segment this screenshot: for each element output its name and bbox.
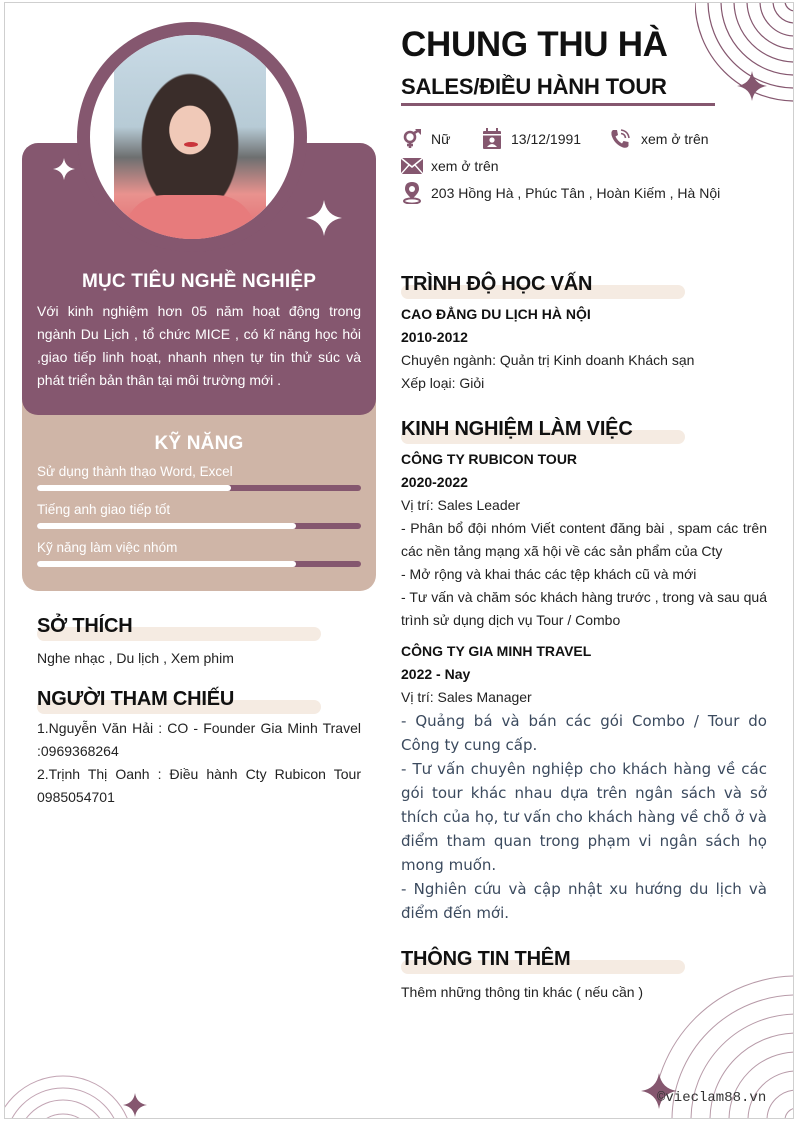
job-duties	[401, 709, 767, 925]
contact-email	[401, 155, 499, 177]
experience-heading	[401, 418, 767, 444]
job-position: Vị trí: Sales Leader	[401, 497, 521, 513]
hobbies-text: Nghe nhạc , Du lịch , Xem phim	[37, 650, 234, 666]
skill-bar-fill	[37, 485, 231, 491]
extra-section	[401, 948, 767, 1004]
skills-section	[37, 433, 361, 567]
contact-phone	[609, 128, 709, 150]
profile-photo	[114, 35, 266, 239]
objective-title: MỤC TIÊU NGHỀ NGHIỆP	[81, 271, 317, 292]
education-heading	[401, 273, 767, 299]
sparkle-icon	[53, 158, 75, 180]
objective-text: Với kinh nghiệm hơn 05 năm hoạt động trong ngành Du Lịch , tổ chức MICE , có kĩ năng học hỏi ,giao tiếp linh hoạt, nhanh nhẹn tự tin thử súc và phát triển bản thân tại môi trường mới .	[37, 303, 361, 388]
hobbies-heading	[37, 615, 361, 641]
skill-bar	[37, 523, 361, 529]
location-pin-icon	[401, 182, 423, 204]
experience-title: KINH NGHIỆM LÀM VIỆC	[401, 418, 633, 440]
address-value: 203 Hồng Hà , Phúc Tân , Hoàn Kiếm , Hà Nội	[431, 185, 721, 201]
job-duty: - Tư vấn và chăm sóc khách hàng trước , trong và sau quá trình sử dụng dịch vụ Tour / Combo	[401, 589, 767, 628]
skill-bar-fill	[37, 523, 296, 529]
phone-icon	[609, 128, 631, 150]
hobbies-section	[37, 615, 361, 670]
job-item	[401, 640, 767, 925]
skills-title: KỸ NĂNG	[154, 433, 244, 454]
avatar	[90, 35, 294, 239]
skill-item	[37, 501, 361, 529]
experience-section	[401, 418, 767, 925]
references-title: NGƯỜI THAM CHIẾU	[37, 688, 235, 710]
education-section	[401, 273, 767, 395]
phone-value: xem ở trên	[641, 131, 709, 147]
job-duty: - Mở rộng và khai thác các tệp khách cũ và mới	[401, 566, 697, 582]
hobbies-title: SỞ THÍCH	[37, 615, 133, 637]
job-period: 2020-2022	[401, 474, 468, 490]
candidate-name: CHUNG THU HÀ	[401, 25, 668, 64]
job-duty: - Tư vấn chuyên nghiệp cho khách hàng về các gói tour khác nhau dựa trên ngân sách và sở thích của họ, tư vấn cho khách hàng về chỗ ở và điểm tham quan trong phạm vi ngân sách họ mong muốn.	[401, 760, 767, 874]
calendar-icon	[481, 128, 503, 150]
gender-icon	[401, 128, 423, 150]
gender-value: Nữ	[431, 131, 451, 147]
candidate-role: SALES/ĐIỀU HÀNH TOUR	[401, 74, 667, 99]
references-heading	[37, 688, 361, 714]
education-period: 2010-2012	[401, 329, 468, 345]
skill-bar	[37, 561, 361, 567]
education-rank: Xếp loại: Giỏi	[401, 375, 485, 391]
contact-birthday	[481, 128, 581, 150]
job-duty: - Phân bổ đội nhóm Viết content đăng bài , spam các trên các nền tảng mạng xã hội về các sản phẩm của Cty	[401, 520, 767, 559]
education-major: Chuyên ngành: Quản trị Kinh doanh Khách sạn	[401, 352, 695, 368]
birthday-value: 13/12/1991	[511, 131, 582, 147]
education-title: TRÌNH ĐỘ HỌC VẤN	[401, 273, 593, 295]
school-name: CAO ĐẲNG DU LỊCH HÀ NỘI	[401, 306, 591, 322]
skill-item	[37, 539, 361, 567]
job-duty: - Nghiên cứu và cập nhật xu hướng du lịch và điểm đến mới.	[401, 880, 767, 922]
extra-text: Thêm những thông tin khác ( nếu cần )	[401, 984, 644, 1000]
reference-item: 1.Nguyễn Văn Hải : CO - Founder Gia Minh Travel :0969368264	[37, 720, 361, 759]
reference-item: 2.Trịnh Thị Oanh : Điều hành Cty Rubicon Tour 0985054701	[37, 766, 361, 805]
contact-gender	[401, 128, 450, 150]
skill-bar	[37, 485, 361, 491]
job-position: Vị trí: Sales Manager	[401, 689, 532, 705]
objective-section	[37, 271, 361, 392]
skill-label: Tiếng anh giao tiếp tốt	[37, 502, 171, 517]
email-value: xem ở trên	[431, 158, 499, 174]
sparkle-icon	[737, 71, 767, 101]
watermark: ©vieclam88.vn	[657, 1090, 767, 1106]
skill-label: Sử dụng thành thạo Word, Excel	[37, 464, 233, 479]
extra-heading	[401, 948, 767, 974]
job-company: CÔNG TY GIA MINH TRAVEL	[401, 643, 592, 659]
header-divider	[401, 103, 715, 106]
cv-page	[4, 2, 794, 1119]
skill-item	[37, 463, 361, 491]
job-period: 2022 - Nay	[401, 666, 471, 682]
job-duty: - Quảng bá và bán các gói Combo / Tour do Công ty cung cấp.	[401, 712, 767, 754]
skill-label: Kỹ năng làm việc nhóm	[37, 540, 178, 555]
envelope-icon	[401, 155, 423, 177]
job-company: CÔNG TY RUBICON TOUR	[401, 451, 578, 467]
contact-address	[401, 182, 720, 204]
sparkle-icon	[123, 1093, 147, 1117]
sparkle-icon	[306, 200, 342, 236]
references-section	[37, 688, 361, 809]
job-item	[401, 448, 767, 632]
extra-title: THÔNG TIN THÊM	[401, 948, 571, 970]
skill-bar-fill	[37, 561, 296, 567]
